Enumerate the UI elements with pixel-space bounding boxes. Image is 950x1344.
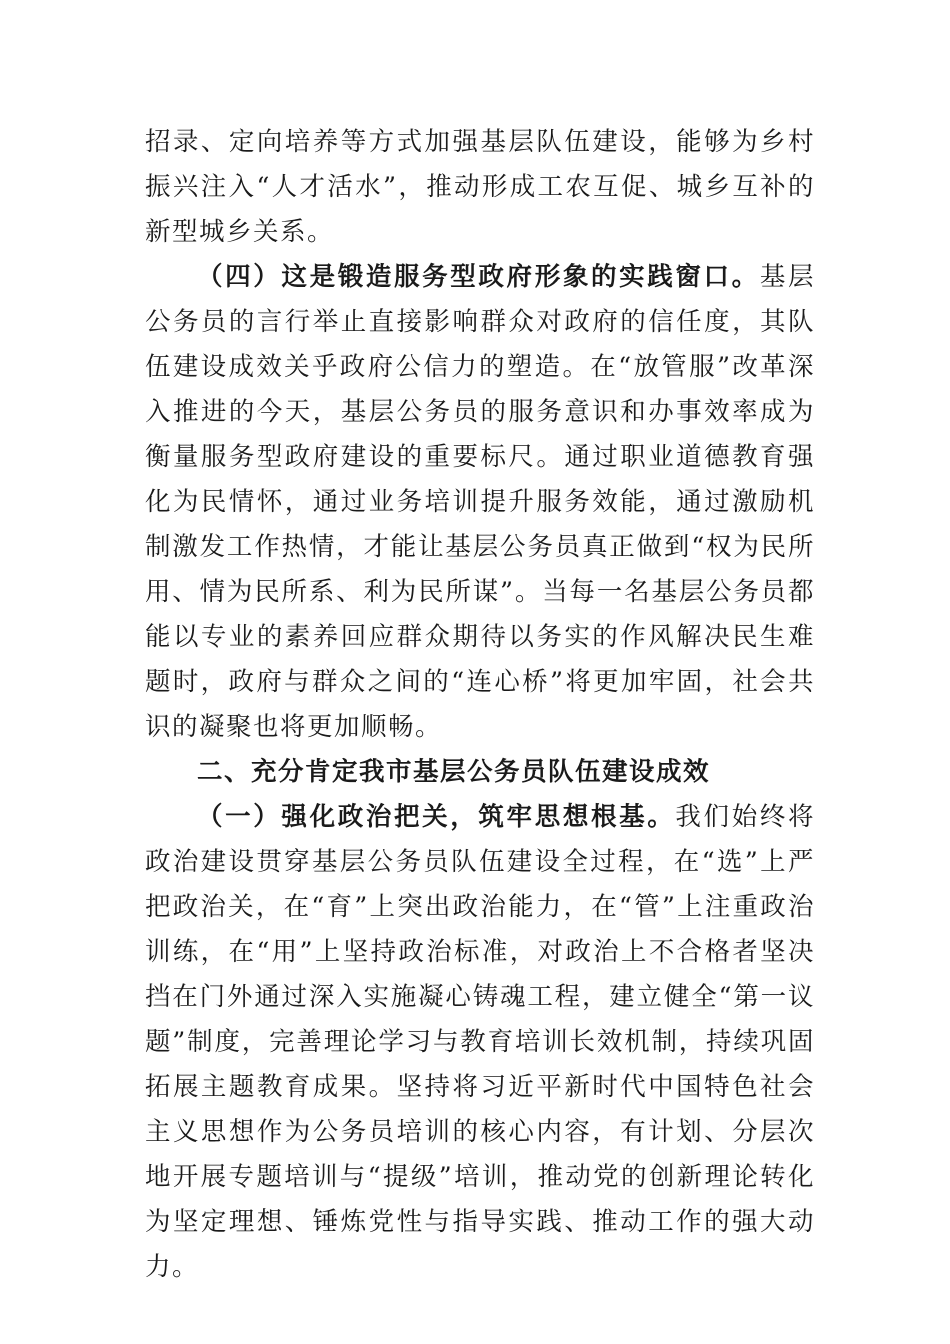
paragraph-text: 我们始终将政治建设贯穿基层公务员队伍建设全过程，在“选”上严把政治关，在“育”上突出政治能力，在“管”上注重政治训练，在“用”上坚持政治标准，对政治上不合格者坚决挡在门外通过深入实施凝心铸魂工程，建立健全“第一议题”制度，完善理论学习与教育培训长效机制，持续巩固拓展主题教育成果。坚持将习近平新时代中国特色社会主义思想作为公务员培训的核心内容，有计划、分层次地开展专题培训与“提级”培训，推动党的创新理论转化为坚定理想、锤炼党性与指导实践、推动工作的强大动力。 [145, 802, 815, 1282]
section-heading: 二、充分肯定我市基层公务员队伍建设成效 [197, 757, 711, 787]
paragraph-lead-heading: （一）强化政治把关，筑牢思想根基。 [197, 802, 676, 832]
document-body [145, 120, 815, 1290]
paragraph-text: 招录、定向培养等方式加强基层队伍建设，能够为乡村振兴注入“人才活水”，推动形成工农互促、城乡互补的新型城乡关系。 [145, 127, 815, 247]
paragraph-lead-heading: （四）这是锻造服务型政府形象的实践窗口。 [197, 262, 760, 292]
paragraph-continuation [145, 120, 815, 255]
paragraph-political-review [145, 795, 815, 1290]
paragraph-text: 基层公务员的言行举止直接影响群众对政府的信任度，其队伍建设成效关乎政府公信力的塑造。在“放管服”改革深入推进的今天，基层公务员的服务意识和办事效率成为衡量服务型政府建设的重要标尺。通过职业道德教育强化为民情怀，通过业务培训提升服务效能，通过激励机制激发工作热情，才能让基层公务员真正做到“权为民所用、情为民所系、利为民所谋”。当每一名基层公务员都能以专业的素养回应群众期待以务实的作风解决民生难题时，政府与群众之间的“连心桥”将更加牢固，社会共识的凝聚也将更加顺畅。 [145, 262, 815, 742]
paragraph-service-government [145, 255, 815, 750]
